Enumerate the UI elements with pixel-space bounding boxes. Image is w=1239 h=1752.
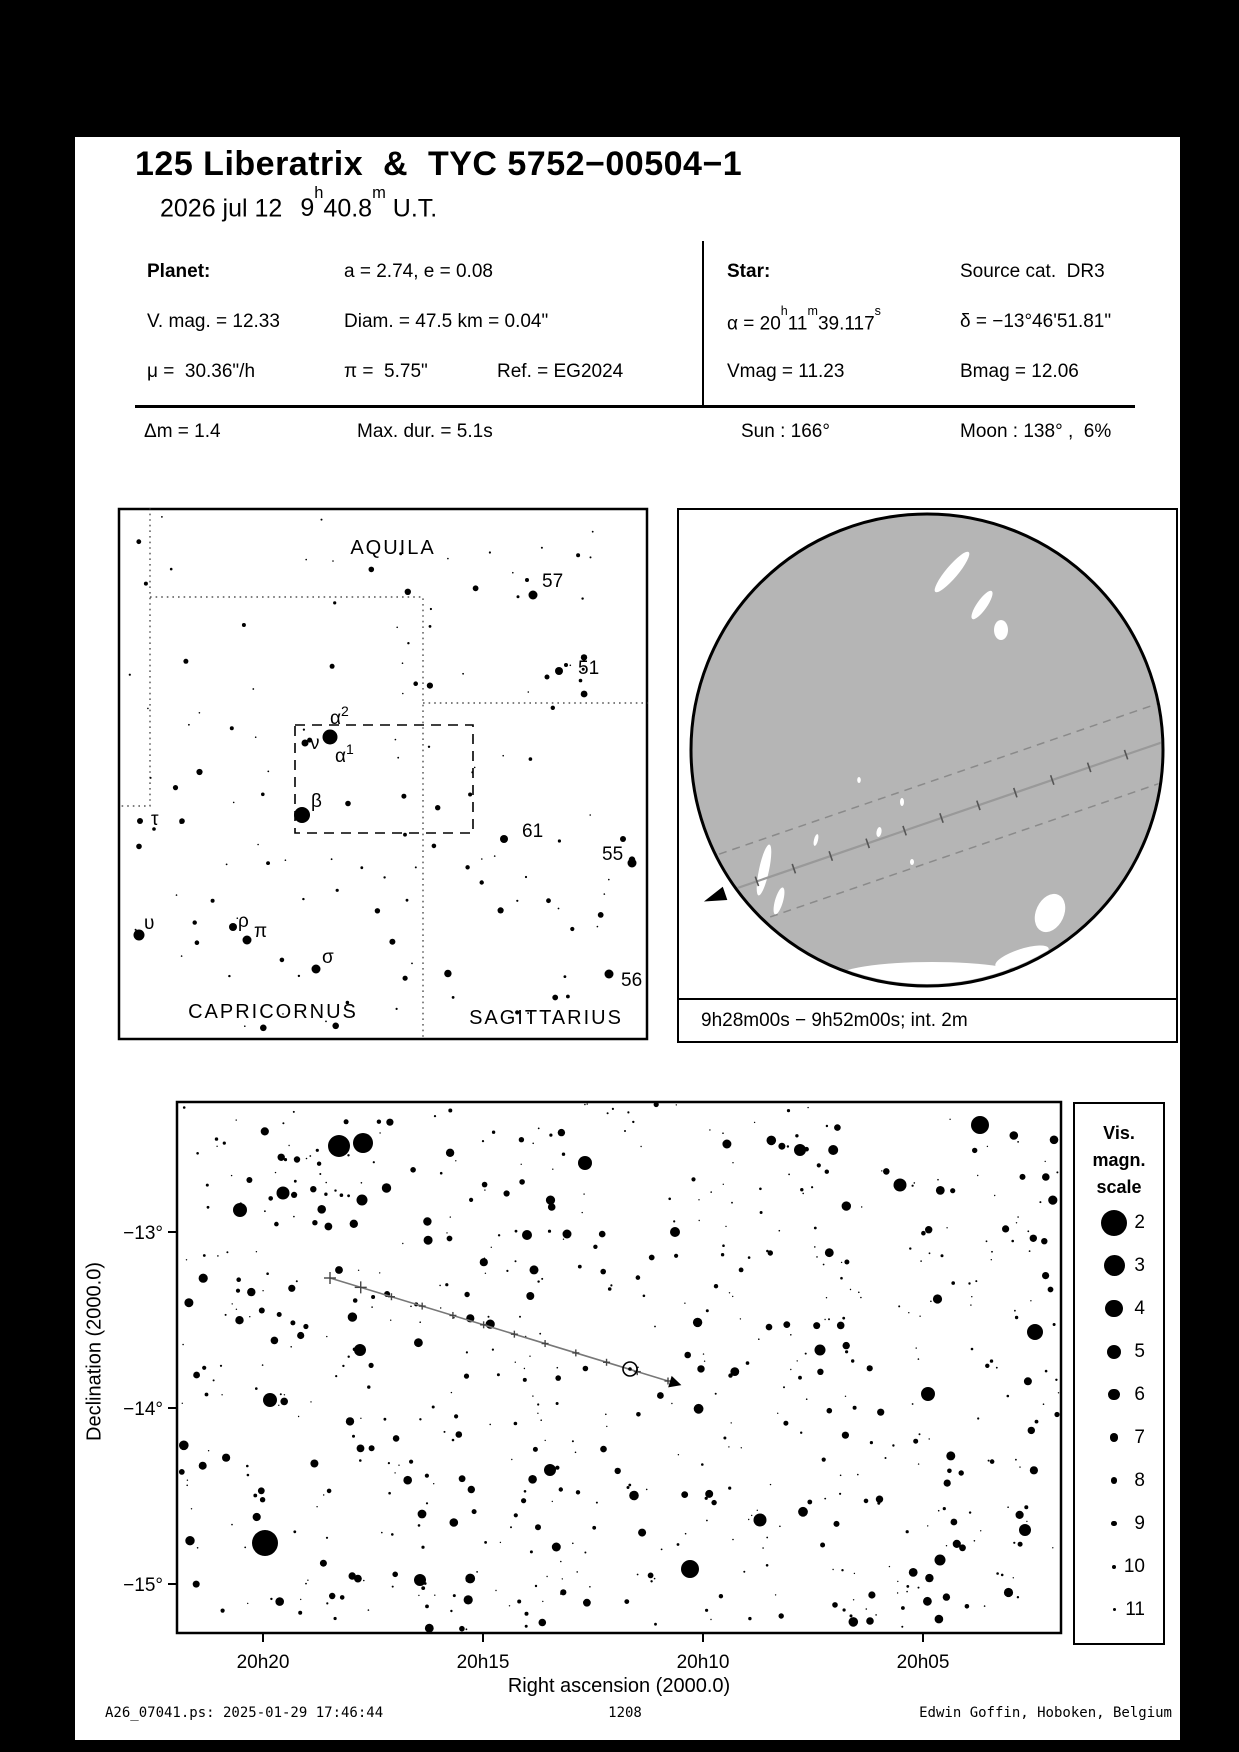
footer-author: Edwin Goffin, Hoboken, Belgium bbox=[919, 1705, 1172, 1721]
finder-star-label: σ bbox=[322, 947, 334, 968]
magnitude-dot bbox=[1110, 1433, 1119, 1442]
star-declination: δ = −13°46'51.81" bbox=[960, 311, 1112, 332]
event-time-hours: 9 bbox=[300, 194, 315, 223]
planet-reference: Ref. = EG2024 bbox=[497, 361, 624, 382]
star-ra: $\alpha = 20^h11^m39.117^s$ bbox=[727, 304, 881, 335]
globe-panel bbox=[677, 508, 1178, 1000]
sun-elongation: Sun : 166° bbox=[741, 421, 830, 442]
magnitude-dot bbox=[1107, 1345, 1121, 1359]
magnitude-label: 2 bbox=[1134, 1211, 1145, 1233]
magnitude-dot bbox=[1104, 1255, 1125, 1276]
footer-page-number: 1208 bbox=[608, 1705, 642, 1721]
finder-chart bbox=[118, 508, 648, 1040]
globe-map bbox=[679, 510, 1176, 998]
magnitude-dot bbox=[1108, 1389, 1119, 1400]
star-bmag: Bmag = 12.06 bbox=[960, 361, 1079, 382]
legend-row bbox=[1079, 1588, 1159, 1631]
legend-row bbox=[1079, 1244, 1159, 1287]
legend-row bbox=[1079, 1459, 1159, 1502]
event-time-minutes: 40.8 bbox=[323, 194, 373, 223]
magnitude-legend bbox=[1073, 1102, 1165, 1645]
magnitude-label: 8 bbox=[1134, 1469, 1145, 1491]
magnitude-label: 9 bbox=[1134, 1512, 1145, 1534]
constellation-label: AQUILA bbox=[350, 537, 436, 559]
planet-motion: μ = 30.36"/h bbox=[147, 361, 256, 382]
legend-row bbox=[1079, 1201, 1159, 1244]
y-axis-title: Declination (2000.0) bbox=[83, 1262, 106, 1441]
x-axis-title: Right ascension (2000.0) bbox=[507, 1675, 731, 1697]
finder-star-label: 56 bbox=[621, 970, 643, 991]
moon-elongation: Moon : 138° , 6% bbox=[960, 421, 1112, 442]
document-sheet bbox=[75, 137, 1180, 1740]
footer-filename: A26_07041.ps: 2025-01-29 17:46:44 bbox=[105, 1705, 384, 1721]
finder-star-label: ρ bbox=[238, 911, 249, 932]
finder-star-label: ν bbox=[310, 733, 320, 754]
finder-star-label: τ bbox=[151, 809, 159, 830]
star-vmag: Vmag = 11.23 bbox=[727, 361, 845, 382]
y-tick-label: −14° bbox=[123, 1399, 163, 1420]
planet-heading: Planet: bbox=[147, 261, 211, 282]
finder-star-label: β bbox=[311, 791, 322, 812]
constellation-label: SAGITTARIUS bbox=[469, 1007, 623, 1029]
y-tick-label: −15° bbox=[123, 1575, 163, 1596]
legend-row bbox=[1079, 1416, 1159, 1459]
magnitude-label: 11 bbox=[1125, 1598, 1145, 1620]
finder-star-label: π bbox=[254, 921, 268, 942]
finder-star-label: 51 bbox=[578, 658, 600, 679]
max-duration: Max. dur. = 5.1s bbox=[357, 421, 493, 442]
detail-chart bbox=[120, 1090, 1070, 1730]
finder-star-label: 55 bbox=[602, 844, 624, 865]
legend-row bbox=[1079, 1545, 1159, 1588]
table-divider bbox=[702, 241, 704, 405]
legend-rows bbox=[1079, 1201, 1159, 1631]
x-tick-label: 20h05 bbox=[896, 1652, 950, 1673]
magnitude-label: 6 bbox=[1134, 1383, 1145, 1405]
planet-orbit: a = 2.74, e = 0.08 bbox=[344, 261, 493, 282]
planet-parallax: π = 5.75" bbox=[344, 361, 428, 382]
magnitude-label: 10 bbox=[1123, 1555, 1145, 1577]
magnitude-dot bbox=[1111, 1477, 1118, 1484]
legend-row bbox=[1079, 1502, 1159, 1545]
star-source-catalog: Source cat. DR3 bbox=[960, 261, 1105, 282]
magnitude-label: 4 bbox=[1134, 1297, 1145, 1319]
finder-star-label: 57 bbox=[542, 571, 564, 592]
legend-row bbox=[1079, 1330, 1159, 1373]
finder-star-label: $\alpha^2$ bbox=[330, 703, 349, 729]
star-heading: Star: bbox=[727, 261, 771, 282]
magnitude-label: 7 bbox=[1134, 1426, 1145, 1448]
magnitude-dot bbox=[1105, 1300, 1122, 1317]
x-tick-label: 20h10 bbox=[676, 1652, 730, 1673]
finder-star-label: 61 bbox=[522, 821, 544, 842]
legend-row bbox=[1079, 1287, 1159, 1330]
x-tick-label: 20h20 bbox=[236, 1652, 290, 1673]
legend-title: Vis. magn. scale bbox=[1092, 1123, 1146, 1197]
planet-vmag: V. mag. = 12.33 bbox=[147, 311, 280, 332]
finder-star-label: υ bbox=[144, 913, 155, 934]
mag-drop: Δm = 1.4 bbox=[144, 421, 221, 442]
magnitude-dot bbox=[1112, 1565, 1116, 1569]
legend-row bbox=[1079, 1373, 1159, 1416]
finder-star-label: $\alpha^1$ bbox=[335, 741, 354, 767]
magnitude-label: 5 bbox=[1134, 1340, 1145, 1362]
magnitude-dot bbox=[1101, 1210, 1127, 1236]
shadow-direction-arrow bbox=[704, 887, 727, 902]
page-title: 125 Liberatrix & TYC 5752−00504−1 bbox=[135, 145, 743, 183]
event-date: 2026 jul 12 bbox=[160, 194, 283, 223]
y-tick-label: −13° bbox=[123, 1223, 163, 1244]
constellation-label: CAPRICORNUS bbox=[188, 1001, 358, 1023]
event-datetime: 2026 jul 12 9$^h$40.8$^m$ U.T. bbox=[160, 183, 438, 223]
magnitude-label: 3 bbox=[1134, 1254, 1145, 1276]
planet-diameter: Diam. = 47.5 km = 0.04" bbox=[344, 311, 549, 332]
table-rule bbox=[135, 405, 1135, 408]
x-tick-label: 20h15 bbox=[456, 1652, 510, 1673]
globe-caption: 9h28m00s − 9h52m00s; int. 2m bbox=[677, 998, 1178, 1043]
magnitude-dot bbox=[1111, 1521, 1116, 1526]
magnitude-dot bbox=[1113, 1608, 1116, 1611]
